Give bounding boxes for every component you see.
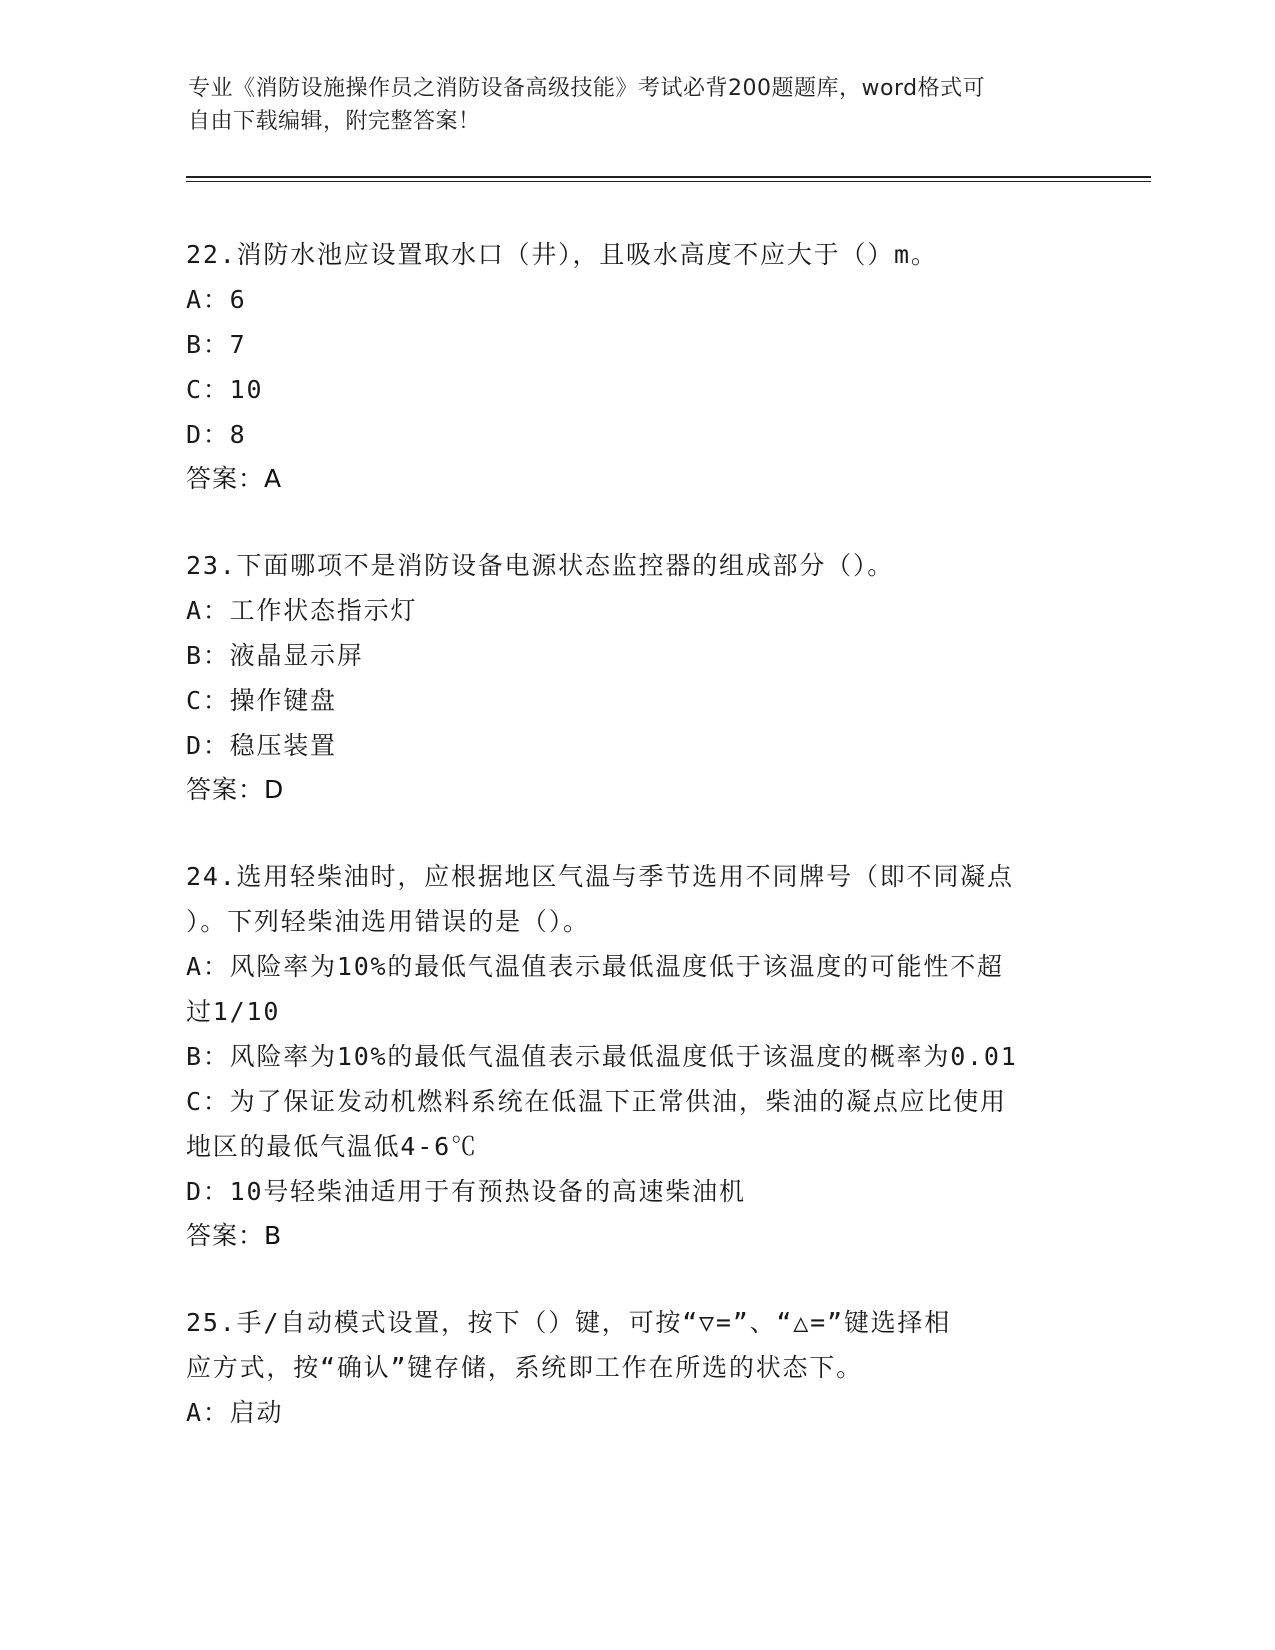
answer: 答案：B [186,1221,283,1250]
header-line-2: 自由下载编辑，附完整答案！ [188,109,481,134]
option-a-line-1: A：风险率为10%的最低气温值表示最低温度低于该温度的可能性不超 [186,952,1004,981]
option-a: A：6 [186,285,247,314]
question-title: 23.下面哪项不是消防设备电源状态监控器的组成部分（）。 [186,551,895,580]
option-b: B：液晶显示屏 [186,641,364,670]
option-d: D：稳压装置 [186,731,337,760]
option-d: D：8 [186,420,247,449]
option-c-line-2: 地区的最低气温低4-6℃ [186,1132,478,1161]
answer: 答案：A [186,464,283,493]
question-23 [186,543,1086,812]
question-24 [186,854,1086,1258]
question-title: 22.消防水池应设置取水口（井），且吸水高度不应大于（）m。 [186,240,938,269]
option-c-line-1: C：为了保证发动机燃料系统在低温下正常供油，柴油的凝点应比使用 [186,1087,1007,1116]
header-divider [186,176,1151,182]
option-b: B：风险率为10%的最低气温值表示最低温度低于该温度的概率为0.01 [186,1042,1018,1071]
question-list [186,232,1086,1477]
option-d: D：10号轻柴油适用于有预热设备的高速柴油机 [186,1177,746,1206]
question-22 [186,232,1086,501]
document-header [188,72,1068,138]
question-title-line-1: 25.手/自动模式设置，按下（）键，可按“▽=”、“△=”键选择相 [186,1308,952,1337]
answer: 答案：D [186,775,285,804]
option-c: C：10 [186,375,264,404]
option-a-line-2: 过1/10 [186,997,281,1026]
question-title-line-2: ）。下列轻柴油选用错误的是（）。 [186,907,590,936]
option-a: A：启动 [186,1398,284,1427]
question-25 [186,1300,1086,1435]
option-c: C：操作键盘 [186,686,337,715]
question-title-line-1: 24.选用轻柴油时，应根据地区气温与季节选用不同牌号（即不同凝点 [186,862,1014,891]
question-title-line-2: 应方式，按“确认”键存储，系统即工作在所选的状态下。 [186,1353,863,1382]
option-a: A：工作状态指示灯 [186,596,418,625]
header-line-1: 专业《消防设施操作员之消防设备高级技能》考试必背200题题库，word格式可 [188,76,986,101]
option-b: B：7 [186,330,247,359]
